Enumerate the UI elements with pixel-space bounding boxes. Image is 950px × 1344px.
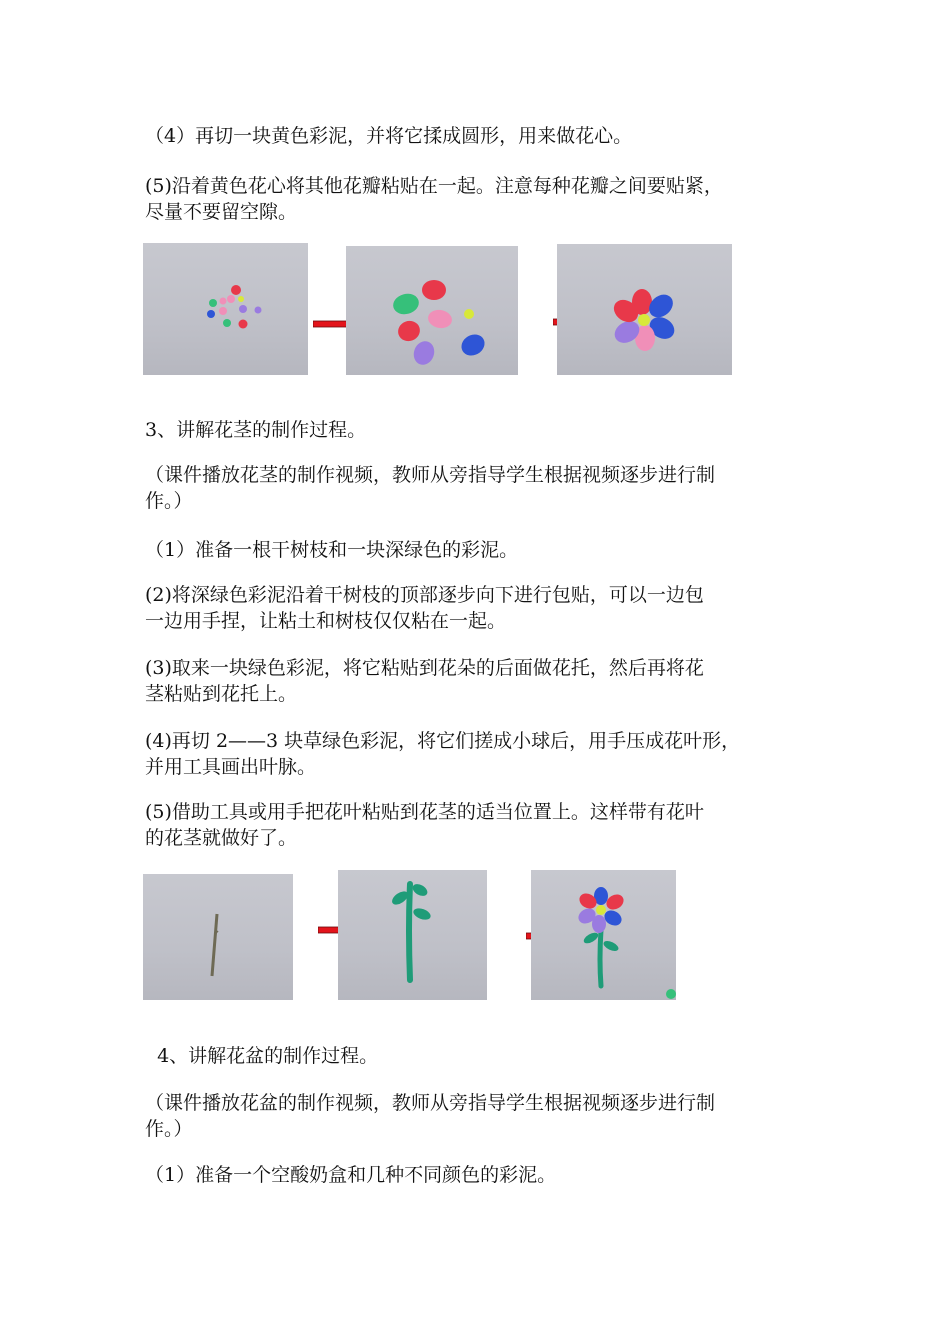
- stem-step-2-line-1: (2)将深绿色彩泥沿着干树枝的顶部逐步向下进行包贴，可以一边包: [145, 584, 704, 606]
- photo-stem-with-leaves: [338, 870, 487, 1000]
- pot-step-1: （1）准备一个空酸奶盒和几种不同颜色的彩泥。: [145, 1164, 557, 1186]
- step-4-yellow-center: （4）再切一块黄色彩泥，并将它揉成圆形，用来做花心。: [145, 125, 633, 147]
- stem-illustration: [338, 870, 487, 1000]
- stem-step-3-line-1: (3)取来一块绿色彩泥，将它粘贴到花朵的后面做花托，然后再将花: [145, 657, 704, 679]
- stem-step-5-line-1: (5)借助工具或用手把花叶粘贴到花茎的适当位置上。这样带有花叶: [145, 801, 704, 823]
- photo-flower-assembled: [557, 244, 732, 375]
- stem-step-2-line-2: 一边用手捏，让粘土和树枝仅仅粘在一起。: [145, 610, 507, 632]
- stem-note-line-1: （课件播放花茎的制作视频，教师从旁指导学生根据视频逐步进行制: [145, 464, 716, 486]
- photo-petals-flattened: [346, 246, 518, 375]
- photo-flower-with-stem: [531, 870, 676, 1000]
- step-5-line-1: (5)沿着黄色花心将其他花瓣粘贴在一起。注意每种花瓣之间要贴紧，: [145, 175, 723, 197]
- heading-stem: 3、讲解花茎的制作过程。: [145, 419, 367, 441]
- stem-step-1: （1）准备一根干树枝和一块深绿色的彩泥。: [145, 539, 519, 561]
- stem-step-3-line-2: 茎粘贴到花托上。: [145, 683, 298, 705]
- stem-step-4-line-2: 并用工具画出叶脉。: [145, 756, 317, 778]
- twig-illustration: [143, 874, 293, 1000]
- heading-pot: 4、讲解花盆的制作过程。: [145, 1045, 379, 1067]
- stem-step-4-line-1: (4)再切 2——3 块草绿色彩泥，将它们搓成小球后，用手压成花叶形，: [145, 730, 741, 752]
- pot-note-line-1: （课件播放花盆的制作视频，教师从旁指导学生根据视频逐步进行制: [145, 1092, 716, 1114]
- photo-dry-twig: [143, 874, 293, 1000]
- stem-step-5-line-2: 的花茎就做好了。: [145, 827, 298, 849]
- step-5-line-2: 尽量不要留空隙。: [145, 201, 298, 223]
- stem-note-line-2: 作。）: [145, 490, 193, 512]
- flower-stem-illustration: [531, 870, 676, 1000]
- petals-illustration: [346, 246, 518, 375]
- photo-clay-balls: [143, 243, 308, 375]
- clay-balls-illustration: [143, 243, 308, 375]
- pot-note-line-2: 作。）: [145, 1118, 193, 1140]
- flower-illustration: [557, 244, 732, 375]
